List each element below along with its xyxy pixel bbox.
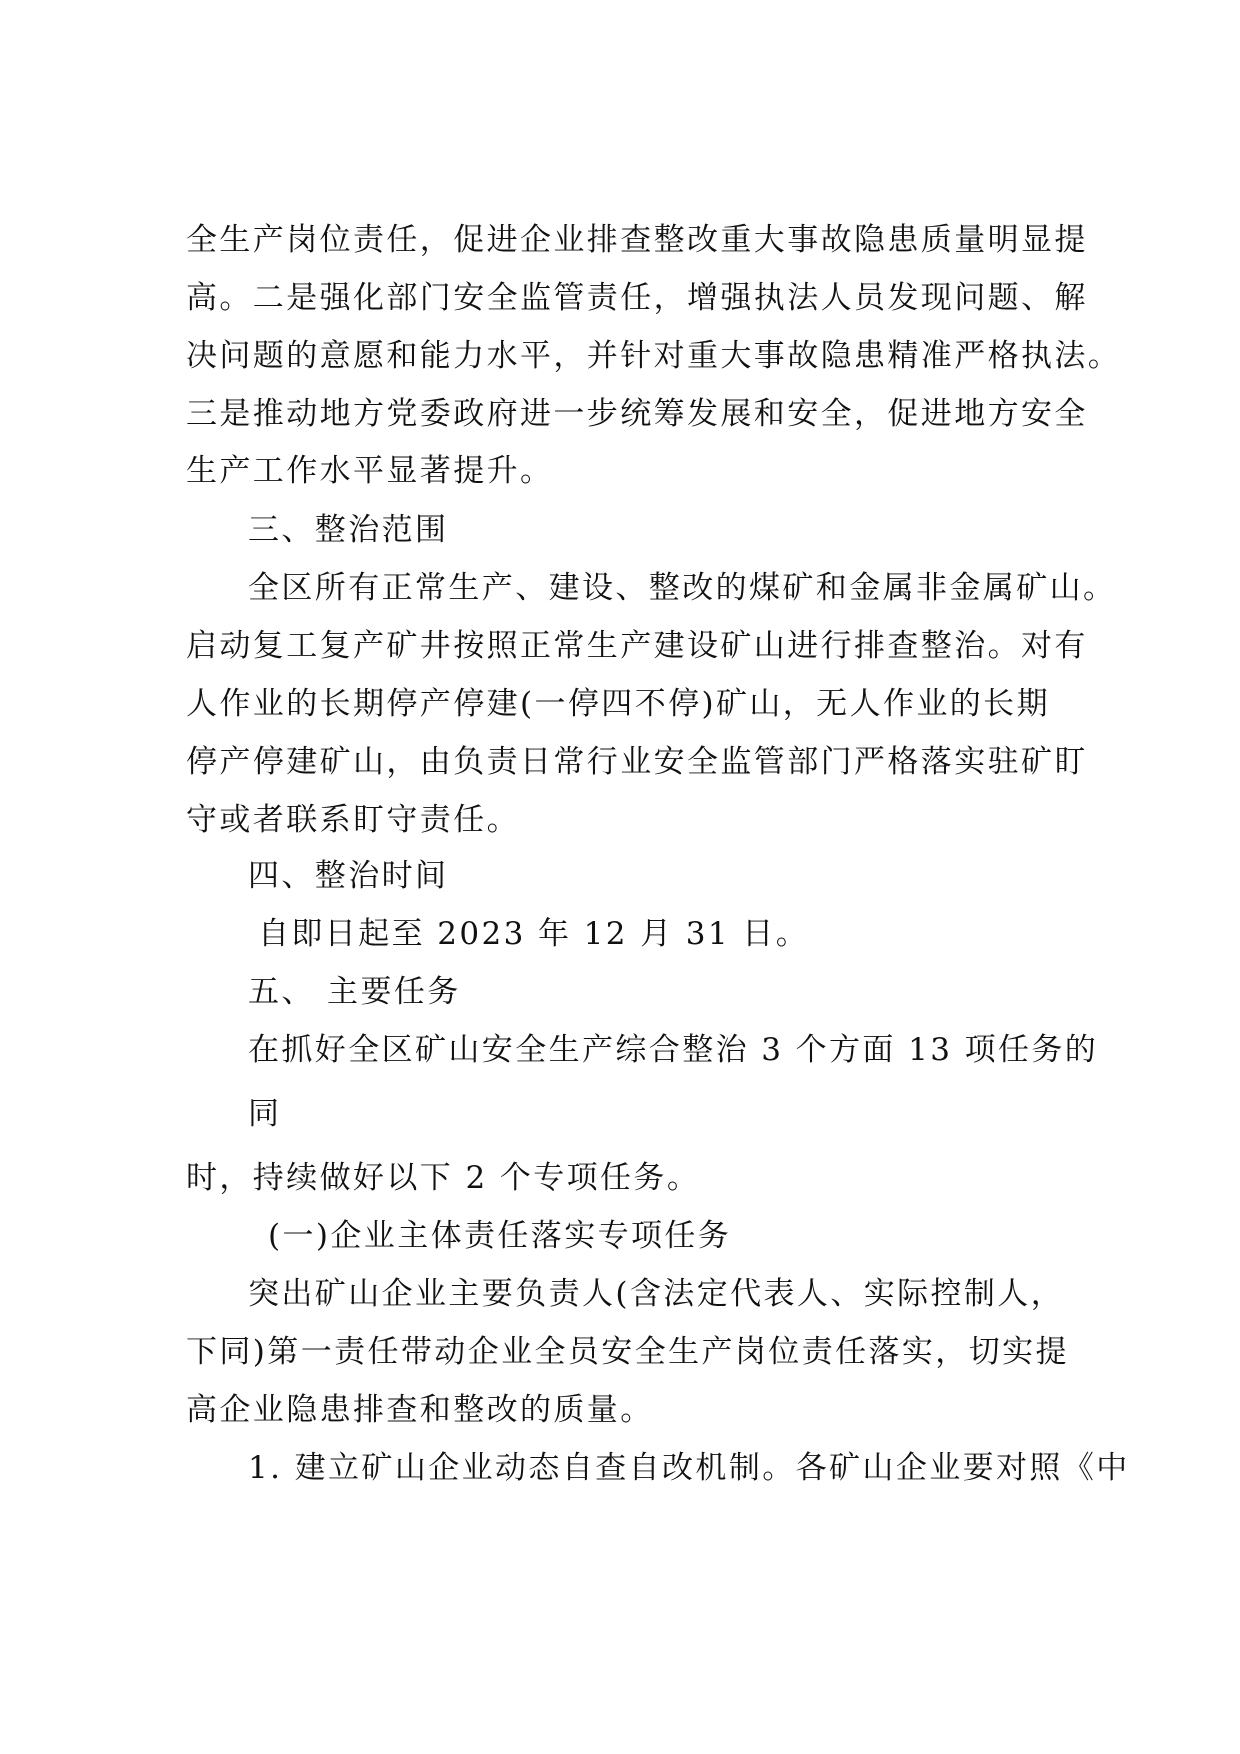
- body-text-line: 人作业的长期停产停建(一停四不停)矿山，无人作业的长期: [186, 686, 1050, 722]
- body-text-line: 三是推动地方党委政府进一步统筹发展和安全，促进地方安全: [186, 396, 1088, 432]
- body-text-line: 高。二是强化部门安全监管责任，增强执法人员发现问题、解: [186, 280, 1088, 316]
- body-text-line: 下同)第一责任带动企业全员安全生产岗位责任落实，切实提: [186, 1334, 1069, 1370]
- body-text-line: 停产停建矿山，由负责日常行业安全监管部门严格落实驻矿盯: [186, 744, 1088, 780]
- subsection-heading: (一)企业主体责任落实专项任务: [268, 1218, 732, 1254]
- body-text-line: 全生产岗位责任，促进企业排查整改重大事故隐患质量明显提: [186, 222, 1088, 258]
- section-heading-scope: 三、整治范围: [248, 512, 449, 548]
- body-text-line: 同: [248, 1096, 282, 1132]
- body-text-line: 在抓好全区矿山安全生产综合整治 3 个方面 13 项任务的: [248, 1032, 1099, 1068]
- body-text-line: 启动复工复产矿井按照正常生产建设矿山进行排查整治。对有: [186, 628, 1088, 664]
- body-text-line: 守或者联系盯守责任。: [186, 802, 520, 838]
- body-text-line: 生产工作水平显著提升。: [186, 453, 554, 489]
- numbered-item: 1. 建立矿山企业动态自查自改机制。各矿山企业要对照《中: [248, 1450, 1130, 1486]
- body-text-line: 全区所有正常生产、建设、整改的煤矿和金属非金属矿山。: [248, 570, 1117, 606]
- section-heading-time: 四、整治时间: [248, 858, 449, 894]
- body-text-line: 时，持续做好以下 2 个专项任务。: [186, 1160, 701, 1196]
- body-text-line: 高企业隐患排查和整改的质量。: [186, 1392, 654, 1428]
- body-text-line: 突出矿山企业主要负责人(含法定代表人、实际控制人，: [248, 1276, 1065, 1312]
- body-text-line: 自即日起至 2023 年 12 月 31 日。: [258, 916, 810, 952]
- body-text-line: 决问题的意愿和能力水平，并针对重大事故隐患精准严格执法。: [186, 338, 1122, 374]
- section-heading-tasks: 五、 主要任务: [248, 974, 461, 1010]
